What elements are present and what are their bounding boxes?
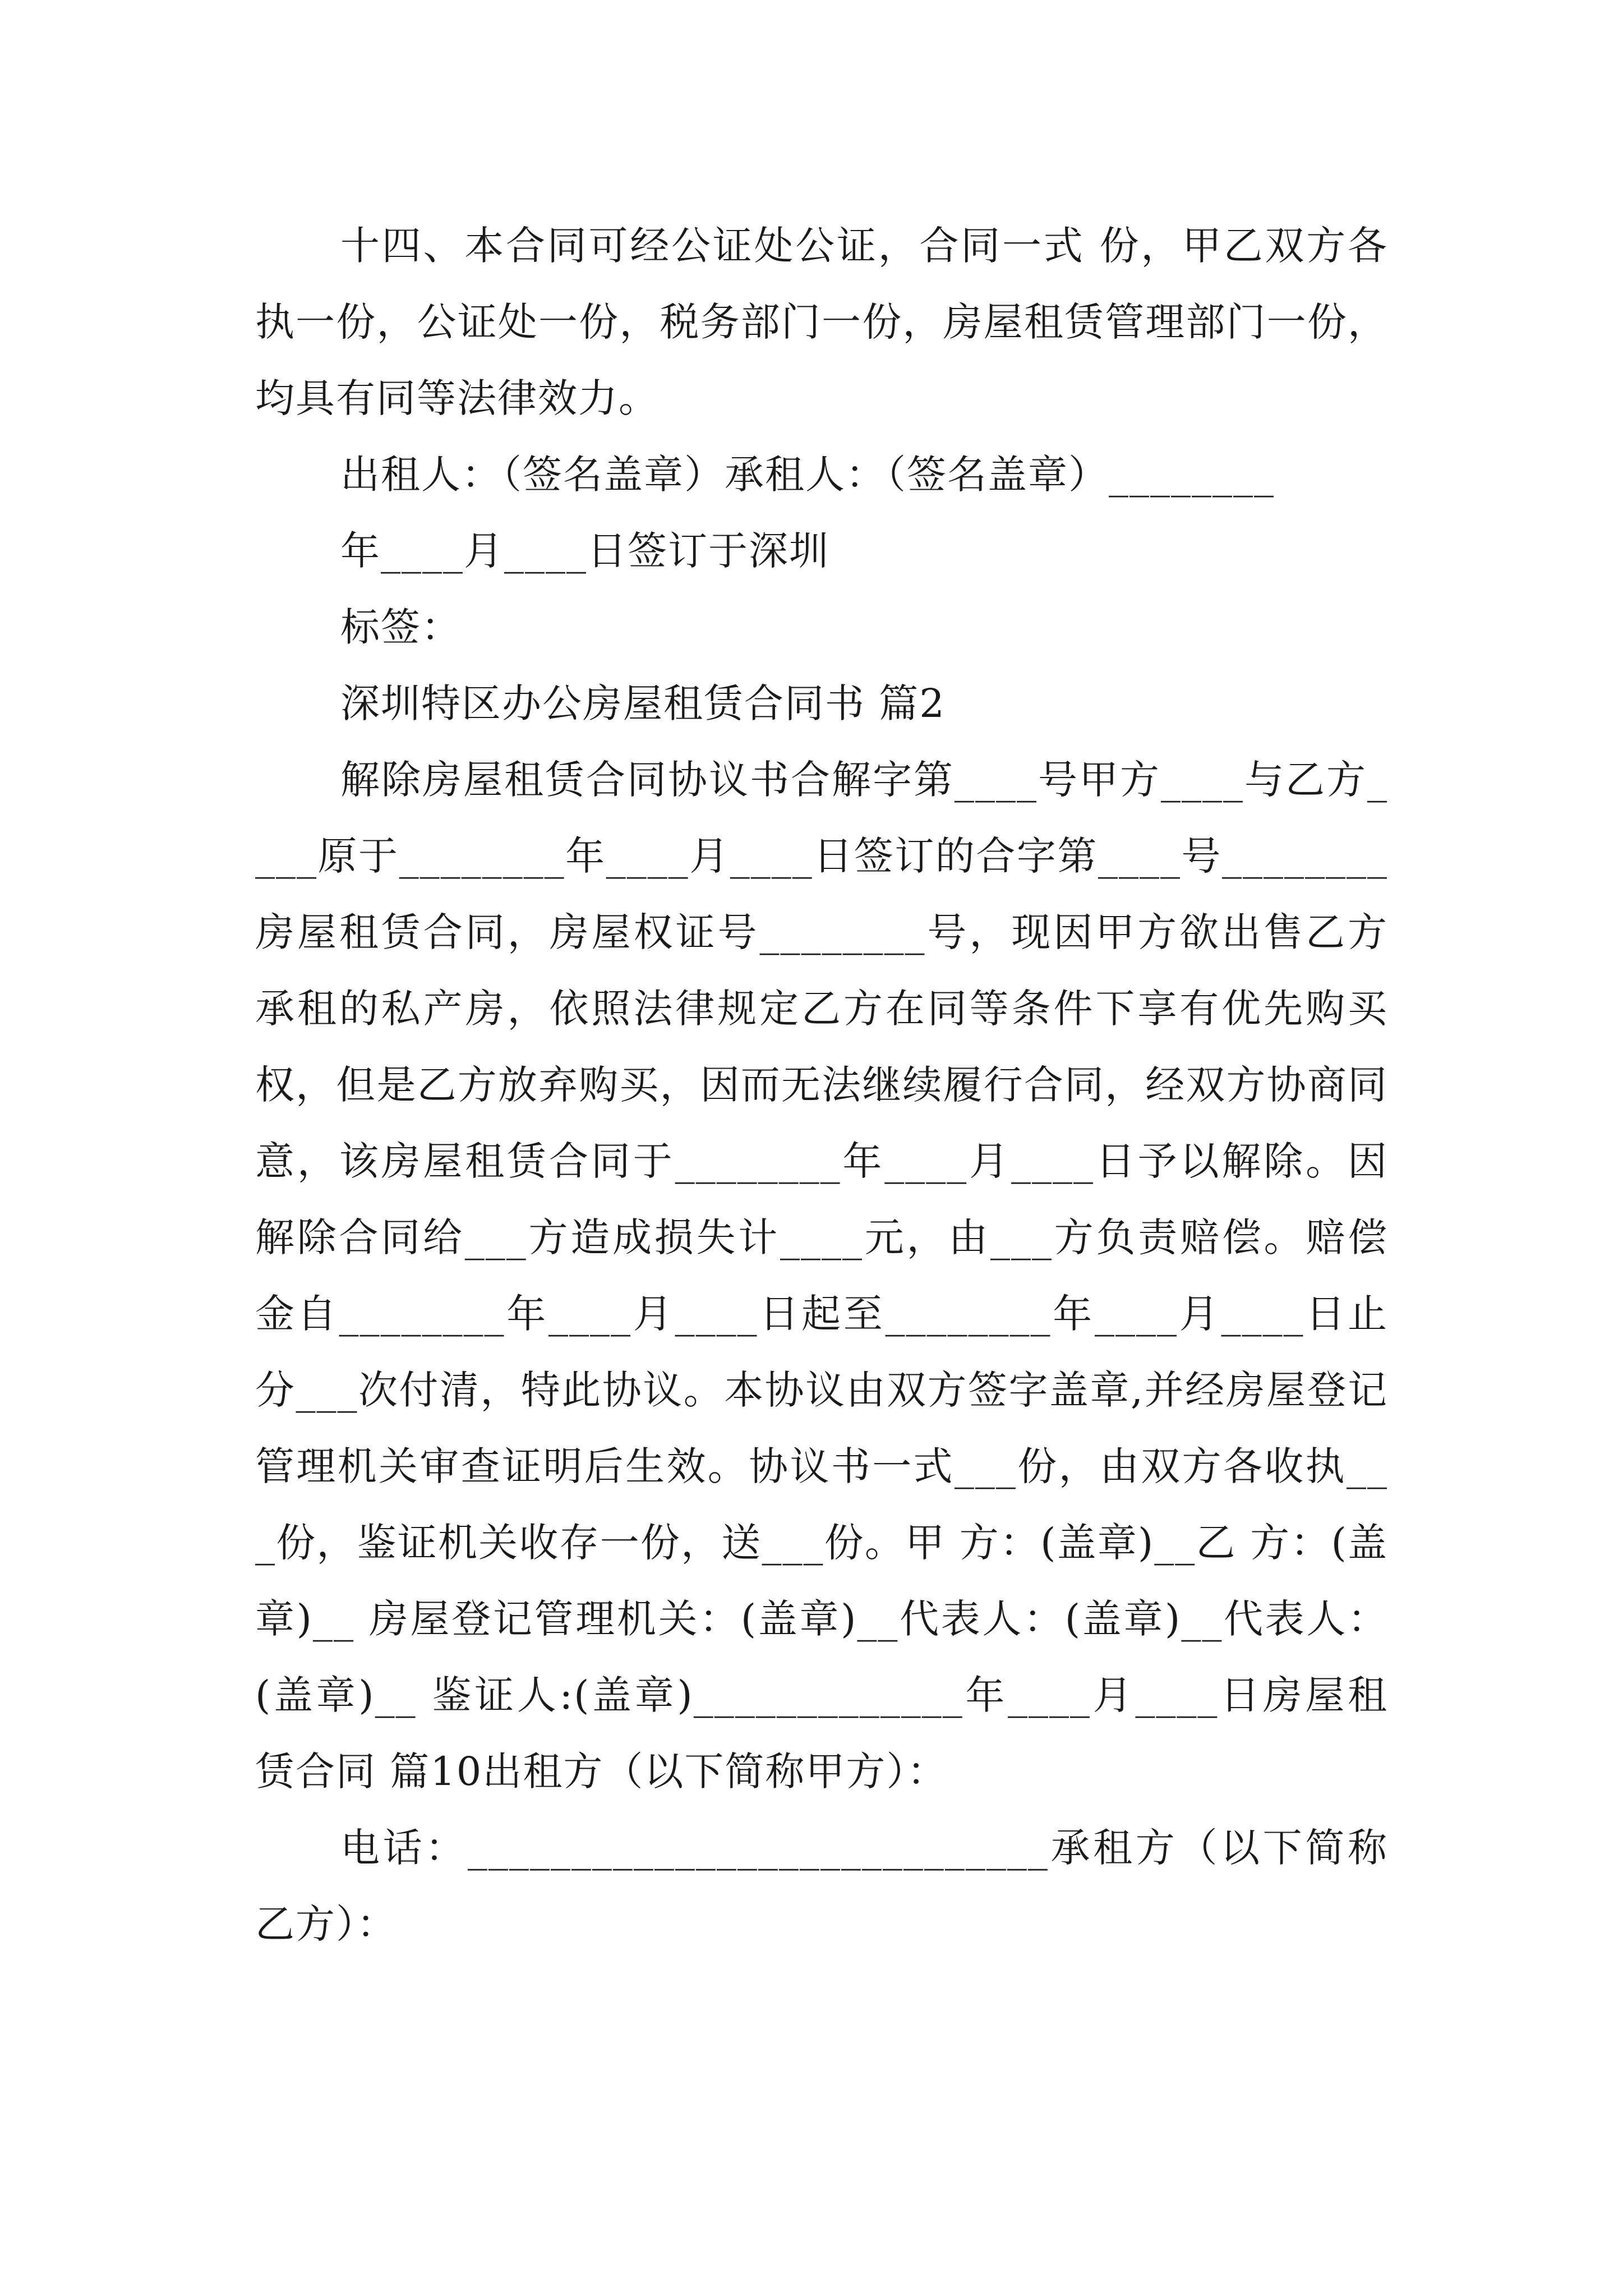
signing-date-line: 年____月____日签订于深圳: [340, 528, 829, 574]
termination-agreement-paragraph: 解除房屋租赁合同协议书合解字第____号甲方____与乙方____原于________年____月____日签订的合字第____号________房屋租赁合同，房屋权证号________号，现因甲方欲出售乙方承租的私产房，依照法律规定乙方在同等条件下享有优先购买权，但是乙方放弃购买，因而无法继续履行合同，经双方协商同意，该房屋租赁合同于________年____月____日予以解除。因解除合同给___方造成损失计____元，由___方负责赔偿。赔偿金自________年____月____日起至________年____月____日止分___次付清，特此协议。本协议由双方签字盖章,并经房屋登记管理机关审查证明后生效。协议书一式___份，由双方各收执___份，鉴证机关收存一份，送___份。甲 方：(盖章)__乙 方：(盖章)__ 房屋登记管理机关：(盖章)__代表人：(盖章)__代表人：(盖章)__ 鉴证人:(盖章)_____________年____月____日房屋租赁合同 篇10出租方（以下简称甲方）：: [255, 757, 1388, 1795]
signature-line: 出租人：（签名盖章）承租人：（签名盖章）________: [340, 452, 1275, 498]
tags-label: 标签：: [340, 604, 462, 650]
phone-paragraph: 电话：____________________________承租方（以下简称乙方）：: [255, 1825, 1388, 1947]
section-heading: 深圳特区办公房屋租赁合同书 篇2: [340, 680, 946, 726]
document-body: [255, 208, 1388, 1962]
clause-fourteen-paragraph: 十四、本合同可经公证处公证，合同一式 份，甲乙双方各执一份，公证处一份，税务部门一份，房屋租赁管理部门一份，均具有同等法律效力。: [255, 223, 1388, 421]
